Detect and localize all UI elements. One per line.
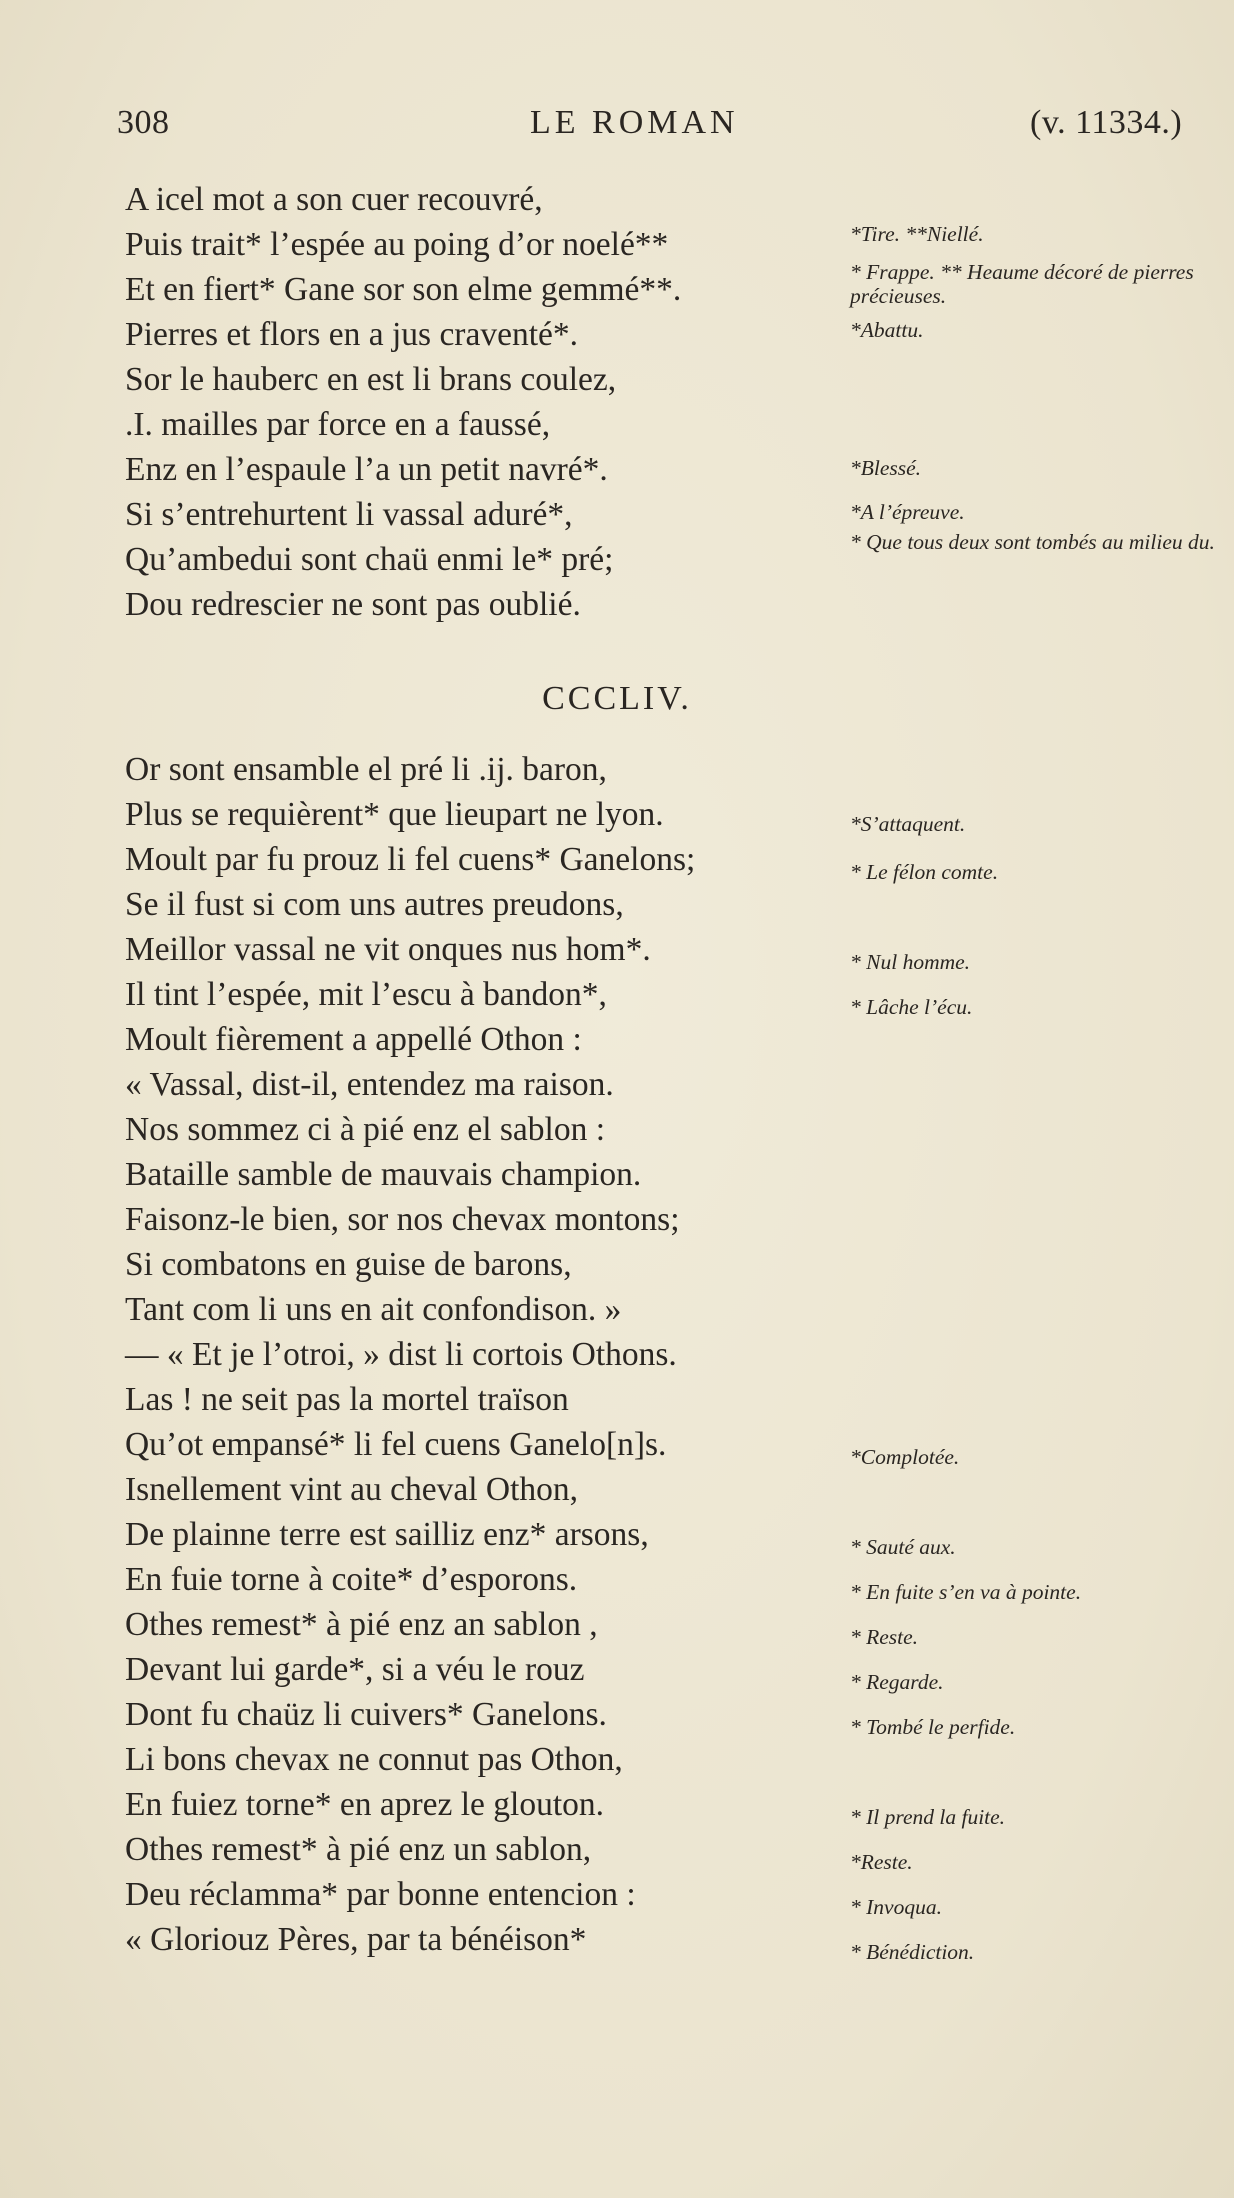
verse-line: Meillor vassal ne vit onques nus hom*.	[125, 931, 651, 968]
verse-line: — « Et je l’otroi, » dist li cortois Othons.	[125, 1336, 677, 1373]
verse-line: Faisonz-le bien, sor nos chevax montons;	[125, 1201, 680, 1238]
gloss-note: * Il prend la fuite.	[850, 1805, 1006, 1829]
page-header	[0, 104, 1234, 148]
gloss-note: * Nul homme.	[850, 950, 971, 974]
gloss-note: *Abattu.	[850, 318, 924, 342]
verse-line: Dont fu chaüz li cuivers* Ganelons.	[125, 1696, 607, 1733]
page-number: 308	[117, 104, 170, 141]
verse-line: De plainne terre est sailliz enz* arsons,	[125, 1516, 649, 1553]
verse-line: Se il fust si com uns autres preudons,	[125, 886, 624, 923]
verse-line: .I. mailles par force en a faussé,	[125, 406, 551, 443]
verse-line: Isnellement vint au cheval Othon,	[125, 1471, 579, 1508]
gloss-note: *Tire. **Niellé.	[850, 222, 984, 246]
gloss-note: * Tombé le perfide.	[850, 1715, 1016, 1739]
verse-reference: (v. 11334.)	[1030, 104, 1183, 141]
gloss-note: * En fuite s’en va à pointe.	[850, 1580, 1082, 1604]
verse-line: En fuiez torne* en aprez le glouton.	[125, 1786, 605, 1823]
verse-line: Or sont ensamble el pré li .ij. baron,	[125, 751, 607, 788]
verse-line: Moult par fu prouz li fel cuens* Ganelons;	[125, 841, 696, 878]
verse-line: « Gloriouz Pères, par ta bénéison*	[125, 1921, 587, 1958]
gloss-note: *Blessé.	[850, 456, 922, 480]
verse-line: Devant lui garde*, si a véu le rouz	[125, 1651, 585, 1688]
gloss-note: *S’attaquent.	[850, 812, 966, 836]
verse-line: Il tint l’espée, mit l’escu à bandon*,	[125, 976, 607, 1013]
gloss-note: * Que tous deux sont tombés au milieu du.	[850, 530, 1215, 554]
verse-line: Othes remest* à pié enz an sablon ,	[125, 1606, 598, 1643]
gloss-note: * Invoqua.	[850, 1895, 942, 1919]
verse-line: En fuie torne à coite* d’esporons.	[125, 1561, 578, 1598]
verse-line: Bataille samble de mauvais champion.	[125, 1156, 642, 1193]
verse-line: Sor le hauberc en est li brans coulez,	[125, 361, 617, 398]
gloss-note: * Regarde.	[850, 1670, 944, 1694]
verse-line: Si s’entrehurtent li vassal aduré*,	[125, 496, 573, 533]
gloss-note: * Sauté aux.	[850, 1535, 956, 1559]
verse-line: Las ! ne seit pas la mortel traïson	[125, 1381, 569, 1418]
gloss-note: * Reste.	[850, 1625, 919, 1649]
verse-line: Et en fiert* Gane sor son elme gemmé**.	[125, 271, 682, 308]
verse-line: Tant com li uns en ait confondison. »	[125, 1291, 622, 1328]
verse-line: Puis trait* l’espée au poing d’or noelé**	[125, 226, 669, 263]
verse-line: A icel mot a son cuer recouvré,	[125, 181, 543, 218]
verse-line: Dou redrescier ne sont pas oublié.	[125, 586, 581, 623]
verse-line: « Vassal, dist-il, entendez ma raison.	[125, 1066, 614, 1103]
verse-line: Plus se requièrent* que lieupart ne lyon.	[125, 796, 664, 833]
verse-line: Pierres et flors en a jus craventé*.	[125, 316, 579, 353]
gloss-note: *Reste.	[850, 1850, 913, 1874]
section-heading: CCCLIV.	[542, 680, 692, 717]
verse-line: Nos sommez ci à pié enz el sablon :	[125, 1111, 606, 1148]
verse-line: Si combatons en guise de barons,	[125, 1246, 572, 1283]
gloss-note: *Complotée.	[850, 1445, 960, 1469]
running-title: LE ROMAN	[530, 104, 739, 141]
verse-line: Moult fièrement a appellé Othon :	[125, 1021, 582, 1058]
gloss-note: *A l’épreuve.	[850, 500, 965, 524]
gloss-note: * Frappe. ** Heaume décoré de pierres précieuses.	[850, 260, 1194, 308]
verse-line: Li bons chevax ne connut pas Othon,	[125, 1741, 623, 1778]
gloss-note: * Bénédiction.	[850, 1940, 975, 1964]
verse-line: Deu réclamma* par bonne entencion :	[125, 1876, 636, 1913]
gloss-note: * Le félon comte.	[850, 860, 999, 884]
gloss-note: * Lâche l’écu.	[850, 995, 973, 1019]
verse-line: Qu’ambedui sont chaü enmi le* pré;	[125, 541, 614, 578]
verse-line: Othes remest* à pié enz un sablon,	[125, 1831, 592, 1868]
verse-line: Enz en l’espaule l’a un petit navré*.	[125, 451, 608, 488]
verse-line: Qu’ot empansé* li fel cuens Ganelo[n]s.	[125, 1426, 667, 1463]
